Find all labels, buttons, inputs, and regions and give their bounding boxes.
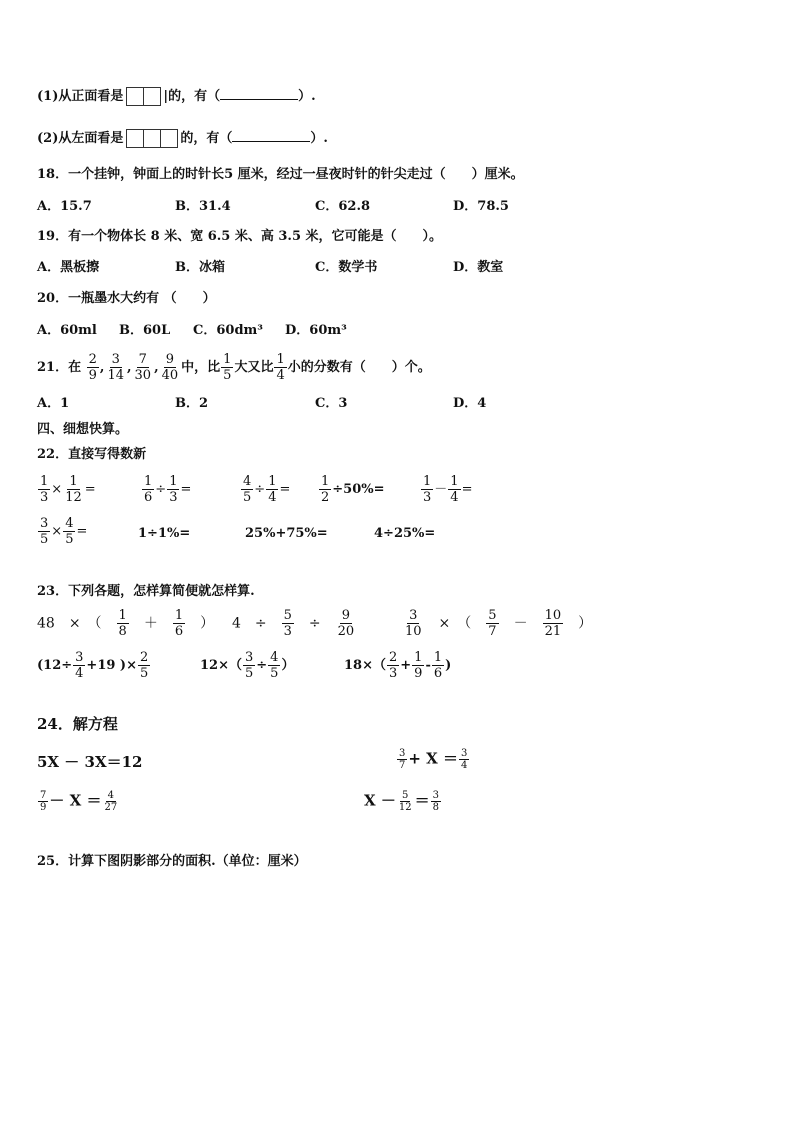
- section-heading: 四、细想快算。: [37, 422, 129, 437]
- q17-left-line: (2)从左面看是 的，有（ ）.: [37, 128, 328, 149]
- q19-option-d[interactable]: D．教室: [453, 260, 504, 275]
- q19-option-b[interactable]: B．冰箱: [175, 260, 225, 275]
- q22-expr-8: 25%+75%=: [245, 526, 328, 541]
- q21-stem: 21．在 $\frac{2}{9}$ , $\frac{3}{14}$ , $\frac{7}{30}$ , $\frac{9}{40}$ 中，比 $\frac{1}{5}$ 大又比 $\frac{1}{4}$ 小的分数有（ ）个。: [37, 352, 431, 383]
- q22-expr-5: $\frac{1}{3}$ － $\frac{1}{4}$ =: [423, 474, 473, 505]
- q20-option-c[interactable]: C．60dm³: [193, 323, 263, 338]
- q20-stem: 20．一瓶墨水大约有 （ ）: [37, 291, 216, 306]
- fraction: $\frac{1}{4}$: [276, 352, 285, 383]
- q22-title: 22．直接写得数新: [37, 447, 147, 462]
- q23-expr-3: $\frac{3}{10}$ × （ $\frac{5}{7}$ － $\frac{10}{21}$ ）: [405, 608, 593, 639]
- q23-expr-2: 4 ÷ $\frac{5}{3}$ ÷ $\frac{9}{20}$: [232, 608, 355, 639]
- q21-option-b[interactable]: B．2: [175, 396, 209, 411]
- front-view-shape: [126, 87, 160, 107]
- q22-expr-3: $\frac{4}{5}$ ÷ $\frac{1}{4}$ =: [243, 474, 291, 505]
- q18-option-c[interactable]: C．62.8: [315, 199, 371, 214]
- q23-expr-1: 48 × （ $\frac{1}{8}$ ＋ $\frac{1}{6}$ ）: [37, 608, 215, 639]
- q21-option-c[interactable]: C．3: [315, 396, 348, 411]
- q23-title: 23．下列各题，怎样算简便就怎样算.: [37, 584, 255, 599]
- fraction: $\frac{7}{30}$: [134, 352, 152, 383]
- q24-title: 24．解方程: [37, 715, 118, 733]
- q24-equation-3: $\frac{7}{9}$ － X ＝ $\frac{4}{27}$: [40, 790, 118, 813]
- q22-expr-7: 1÷1%=: [138, 526, 191, 541]
- q22-expr-2: $\frac{1}{6}$ ÷ $\frac{1}{3}$ =: [144, 474, 192, 505]
- q21-option-a[interactable]: A．1: [37, 396, 70, 411]
- fraction: $\frac{2}{9}$: [88, 352, 97, 383]
- q20-option-a[interactable]: A．60ml: [37, 323, 97, 338]
- q18-option-a[interactable]: A．15.7: [37, 199, 92, 214]
- answer-blank[interactable]: [220, 86, 298, 100]
- q24-equation-4: X － $\frac{5}{12}$ ＝ $\frac{3}{8}$: [364, 790, 439, 813]
- q19-stem: 19．有一个物体长 8 米、宽 6.5 米、高 3.5 米，它可能是（ ）。: [37, 229, 443, 244]
- q21-option-d[interactable]: D．4: [453, 396, 487, 411]
- fraction: $\frac{9}{40}$: [161, 352, 179, 383]
- q23-expr-4: (12÷ $\frac{3}{4}$ +19 )× $\frac{2}{5}$: [37, 650, 149, 681]
- q25-stem: 25．计算下图阴影部分的面积.（单位：厘米）: [37, 854, 307, 869]
- q19-option-a[interactable]: A．黑板擦: [37, 260, 100, 275]
- q22-expr-6: $\frac{3}{5}$ × $\frac{4}{5}$ =: [40, 516, 88, 547]
- q19-option-c[interactable]: C．数学书: [315, 260, 378, 275]
- q18-option-d[interactable]: D．78.5: [453, 199, 509, 214]
- q20-option-b[interactable]: B．60L: [119, 323, 171, 338]
- q22-expr-1: $\frac{1}{3}$ × $\frac{1}{12}$ =: [40, 474, 96, 505]
- q24-equation-2: $\frac{3}{7}$ + X ＝ $\frac{3}{4}$: [399, 748, 468, 771]
- q23-expr-6: 18×（ $\frac{2}{3}$ + $\frac{1}{9}$ - $\frac{1}{6}$ ): [344, 650, 452, 681]
- fraction: $\frac{3}{14}$: [107, 352, 124, 383]
- q17-front-line: (1)从正面看是 |的，有（ ）.: [37, 86, 316, 107]
- q18-option-b[interactable]: B．31.4: [175, 199, 231, 214]
- q18-stem: 18．一个挂钟，钟面上的时针长5 厘米，经过一昼夜时针的针尖走过（ ）厘米。: [37, 167, 524, 182]
- q22-expr-4: $\frac{1}{2}$ ÷50%=: [321, 474, 385, 505]
- q20-option-d[interactable]: D．60m³: [285, 323, 347, 338]
- fraction: $\frac{1}{5}$: [223, 352, 232, 383]
- q23-expr-5: 12×（ $\frac{3}{5}$ ÷ $\frac{4}{5}$ ）: [200, 650, 295, 681]
- answer-blank[interactable]: [232, 128, 310, 142]
- left-view-shape: [126, 129, 177, 149]
- q22-expr-9: 4÷25%=: [374, 526, 436, 541]
- q24-equation-1: 5X － 3X＝12: [37, 753, 143, 771]
